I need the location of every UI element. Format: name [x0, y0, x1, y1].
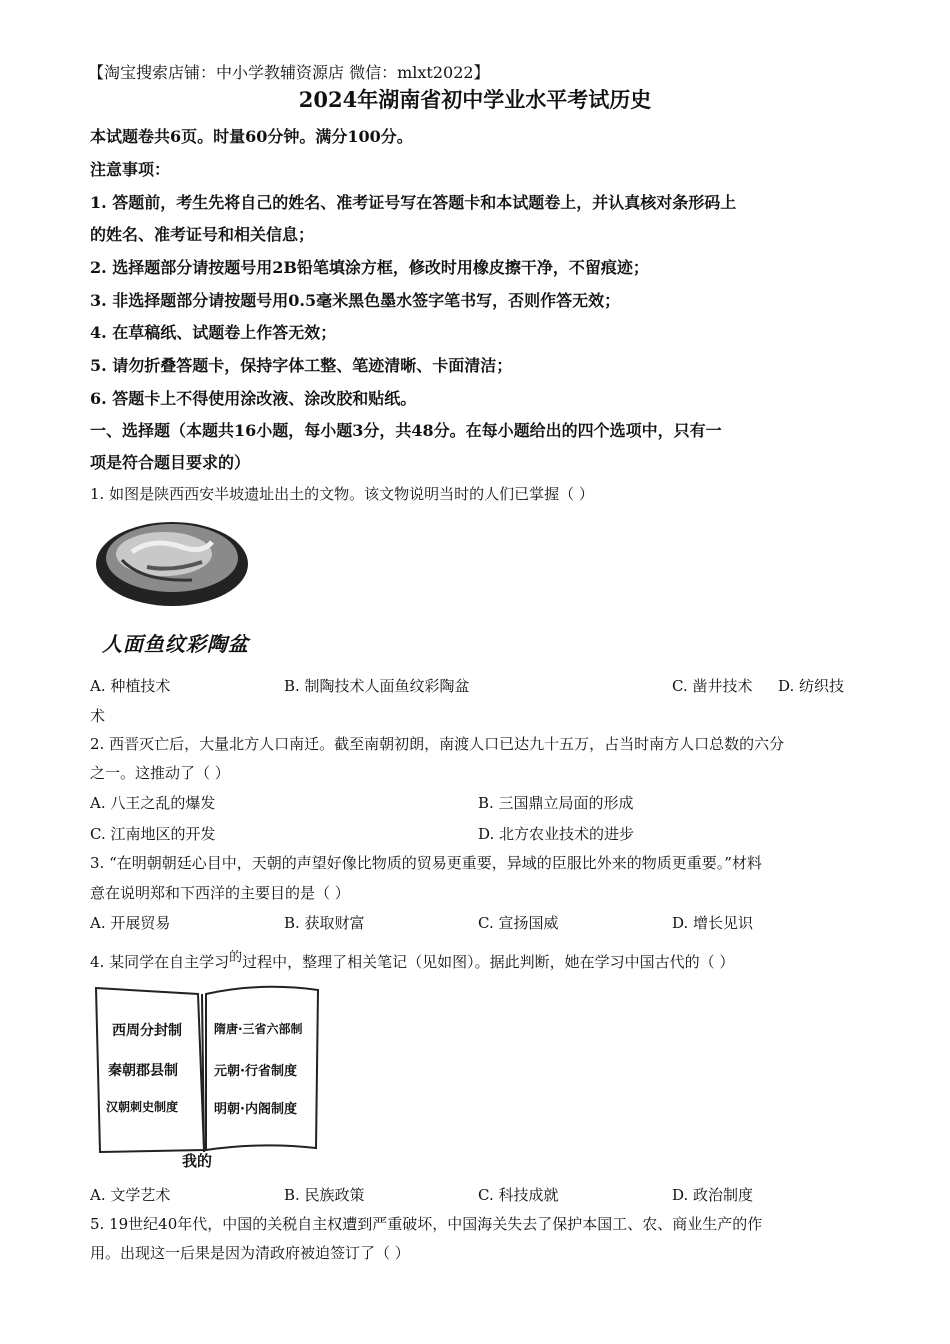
question-4-stem [90, 948, 734, 972]
q3-option-c: C. 宣扬国威 [478, 914, 559, 932]
note-line: 6. 答题卡上不得使用涂改液、涂改胶和贴纸。 [90, 389, 417, 408]
question-3-stem-cont: 意在说明郑和下西洋的主要目的是（ ） [90, 884, 350, 902]
note-right-2: 元朝·行省制度 [214, 1064, 297, 1079]
note-line: 的姓名、准考证号和相关信息； [90, 225, 315, 244]
section-heading-cont: 项是符合题目要求的） [90, 453, 251, 472]
question-2-stem-cont: 之一。这推动了（ ） [90, 764, 230, 782]
q1-option-a: A. 种植技术 [90, 677, 171, 695]
question-1-stem: 1. 如图是陕西西安半坡遗址出土的文物。该文物说明当时的人们已掌握（ ） [90, 485, 594, 503]
q2-option-a: A. 八王之乱的爆发 [90, 794, 216, 812]
note-right-1: 隋唐·三省六部制 [214, 1022, 303, 1036]
question-5-stem: 5. 19世纪40年代，中国的关税自主权遭到严重破坏，中国海关失去了保护本国工、农、商业生产的作 [90, 1215, 763, 1233]
note-right-3: 明朝·内阁制度 [214, 1102, 297, 1117]
exam-intro: 本试题卷共6页。时量60分钟。满分100分。 [90, 127, 413, 146]
note-left-1: 西周分封制 [112, 1023, 182, 1039]
question-2-stem: 2. 西晋灭亡后，大量北方人口南迁。截至南朝初朗，南渡人口已达九十五万，占当时南方人口总数的六分 [90, 735, 785, 753]
section-heading: 一、选择题（本题共16小题，每小题3分，共48分。在每小题给出的四个选项中，只有一 [90, 421, 722, 440]
notes-heading: 注意事项： [90, 160, 171, 179]
q1-option-b: B. 制陶技术人面鱼纹彩陶盆 [284, 677, 470, 695]
q1-option-d-wrap: 术 [90, 707, 106, 725]
q4-stem-part: 4. 某同学在自主学习 [90, 953, 230, 971]
pottery-caption: 人面鱼纹彩陶盆 [102, 632, 249, 656]
q1-option-d: D. 纺织技 [778, 677, 845, 695]
shop-header: 【淘宝搜索店铺：中小学教辅资源店 微信：mlxt2022】 [88, 63, 490, 82]
q1-option-c: C. 凿井技术 [672, 677, 753, 695]
q2-option-d: D. 北方农业技术的进步 [478, 825, 635, 843]
note-line: 3. 非选择题部分请按题号用0.5毫米黑色墨水签字笔书写，否则作答无效； [90, 291, 621, 310]
page-title: 2024年湖南省初中学业水平考试历史 [298, 87, 652, 112]
notebook-caption: 我的 [182, 1152, 213, 1170]
note-left-3: 汉朝刺史制度 [106, 1100, 179, 1114]
q4-option-d: D. 政治制度 [672, 1186, 754, 1204]
q4-option-a: A. 文学艺术 [90, 1186, 171, 1204]
q4-option-b: B. 民族政策 [284, 1186, 365, 1204]
q2-option-b: B. 三国鼎立局面的形成 [478, 794, 634, 812]
notebook-image [90, 980, 324, 1170]
question-5-stem-cont: 用。出现这一后果是因为清政府被迫签订了（ ） [90, 1244, 410, 1262]
q2-option-c: C. 江南地区的开发 [90, 825, 216, 843]
q3-option-a: A. 开展贸易 [90, 914, 171, 932]
note-line: 1. 答题前，考生先将自己的姓名、准考证号写在答题卡和本试题卷上，并认真核对条形码上 [90, 193, 737, 212]
note-line: 5. 请勿折叠答题卡，保持字体工整、笔迹清晰、卡面清洁； [90, 356, 513, 375]
pottery-basin-image [92, 512, 252, 627]
note-line: 2. 选择题部分请按题号用2B铅笔填涂方框，修改时用橡皮擦干净，不留痕迹； [90, 258, 649, 277]
question-3-stem: 3. “在明朝朝廷心目中，天朝的声望好像比物质的贸易更重要，异域的臣服比外来的物质更重要。”材料 [90, 854, 762, 872]
q3-option-d: D. 增长见识 [672, 914, 754, 932]
q4-stem-superscript: 的 [229, 950, 243, 965]
q4-stem-part: 过程中，整理了相关笔记（见如图）。据此判断，她在学习中国古代的（ ） [242, 953, 735, 971]
note-left-2: 秦朝郡县制 [108, 1063, 178, 1079]
q4-option-c: C. 科技成就 [478, 1186, 559, 1204]
note-line: 4. 在草稿纸、试题卷上作答无效； [90, 323, 337, 342]
q3-option-b: B. 获取财富 [284, 914, 365, 932]
